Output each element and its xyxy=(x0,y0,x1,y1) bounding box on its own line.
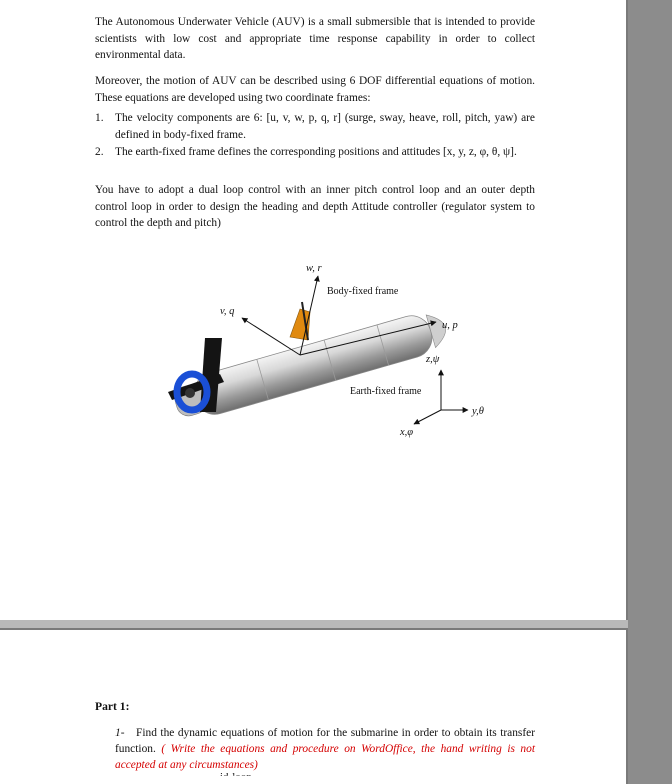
page-shadow xyxy=(626,0,672,784)
auv-figure xyxy=(150,262,520,447)
motion-paragraph: Moreover, the motion of AUV can be described using 6 DOF differential equations of motion. These equations are developed using two coordinate frames: xyxy=(95,75,535,104)
list-text: The earth-fixed frame defines the corresponding positions and attitudes [x, y, z, φ, θ, ψ]. xyxy=(115,146,517,158)
list-number: 2. xyxy=(95,146,104,158)
label-w-r: w, r xyxy=(306,263,322,274)
list-number: 1. xyxy=(95,112,104,124)
label-x-phi: x,φ xyxy=(400,427,414,438)
label-u-p: u, p xyxy=(442,320,458,331)
body-frame-label: Body-fixed frame xyxy=(327,286,399,297)
label-v-q: v, q xyxy=(220,306,235,317)
question-1 xyxy=(115,725,535,773)
coordinate-frames-list xyxy=(95,110,535,162)
earth-frame-label: Earth-fixed frame xyxy=(350,386,422,397)
question-number: 1- xyxy=(115,727,125,739)
list-text: The velocity components are 6: [u, v, w, p, q, r] (surge, sway, heave, roll, pitch, yaw) are defined in body-fixed frame. xyxy=(115,112,535,141)
auv-diagram xyxy=(150,262,520,447)
label-z-psi: z,ψ xyxy=(426,354,440,365)
intro-paragraph: The Autonomous Underwater Vehicle (AUV) is a small submersible that is intended to provide scientists with low cost and appropriate time response capability in order to collect environmental data. xyxy=(95,16,535,62)
question-note: ( Write the equations and procedure on WordOffice, the hand writing is not accepted at any circumstances) xyxy=(115,743,535,771)
list-item xyxy=(95,110,535,143)
label-y-theta: y,θ xyxy=(472,406,484,417)
propeller-hub xyxy=(185,388,195,398)
earth-frame-axes xyxy=(414,370,468,424)
control-paragraph: You have to adopt a dual loop control with an inner pitch control loop and an outer depth control loop in order to design the heading and depth Attitude controller (regulator system to control the depth and pitch) xyxy=(95,184,535,230)
list-item xyxy=(95,144,535,161)
question-text: Find the dynamic equations of motion for the submarine in order to obtain its transfer function. xyxy=(115,727,535,755)
page-gap xyxy=(0,620,628,628)
part-title: Part 1: xyxy=(95,700,130,713)
